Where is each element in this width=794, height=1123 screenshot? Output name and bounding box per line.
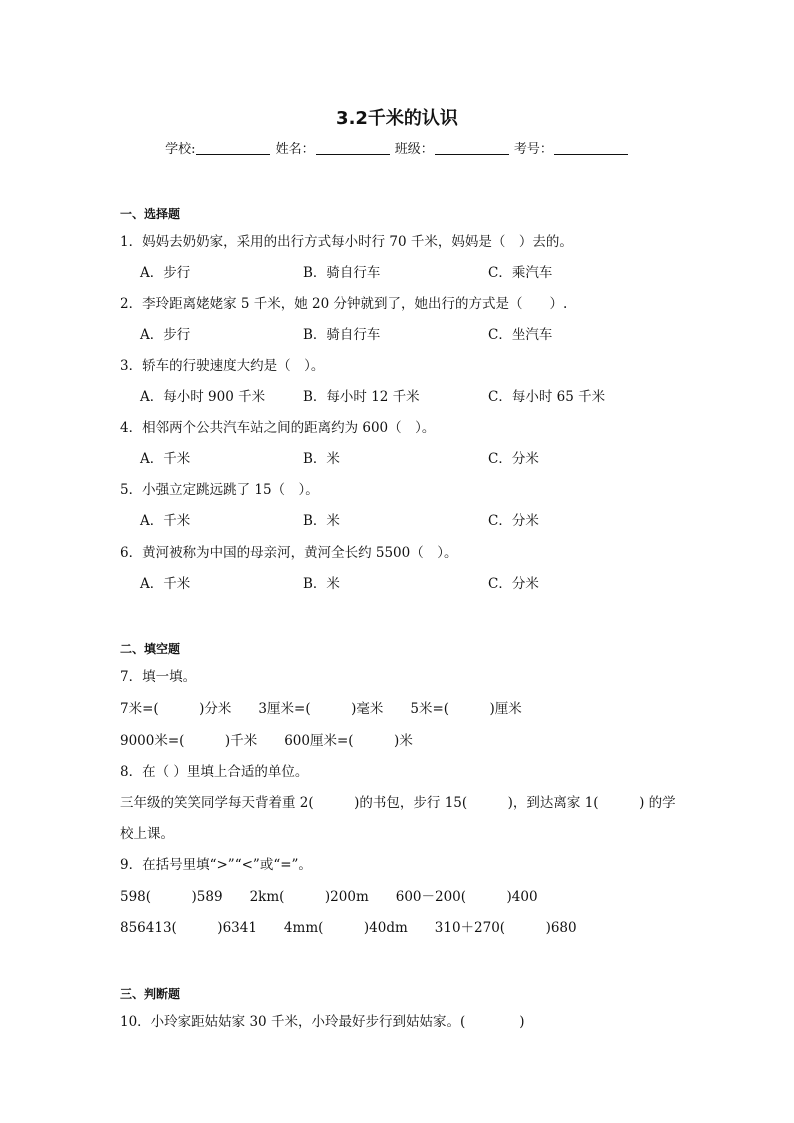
- question-6-option-b[interactable]: B．米: [303, 576, 340, 592]
- section-choice-heading: 一、选择题: [120, 207, 181, 221]
- section-judge-heading: 三、判断题: [120, 987, 181, 1001]
- question-2-stem: 2．李玲距离姥姥家 5 千米，她 20 分钟就到了，她出行的方式是（ ）.: [120, 296, 568, 312]
- question-6-option-c[interactable]: C．分米: [488, 576, 539, 592]
- question-1-option-b[interactable]: B．骑自行车: [303, 265, 381, 281]
- question-9-line-2: 856413( )6341 4mm( )40dm 310＋270( )680: [120, 920, 577, 936]
- name-blank[interactable]: [316, 141, 390, 155]
- name-label: 姓名：: [275, 142, 315, 157]
- question-7-stem: 7．填一填。: [120, 669, 197, 685]
- question-5-option-b[interactable]: B．米: [303, 513, 340, 529]
- school-label: 学校:: [165, 142, 196, 157]
- question-9-stem: 9．在括号里填“>”“<”或“=”。: [120, 857, 312, 873]
- class-blank[interactable]: [435, 141, 509, 155]
- school-blank[interactable]: [196, 141, 270, 155]
- question-5-stem: 5．小强立定跳远跳了 15（ ）。: [120, 482, 319, 498]
- page-title: 3.2千米的认识: [336, 108, 458, 129]
- question-4-option-b[interactable]: B．米: [303, 451, 340, 467]
- question-4-stem: 4．相邻两个公共汽车站之间的距离约为 600（ ）。: [120, 420, 436, 436]
- question-3-stem: 3．轿车的行驶速度大约是（ ）。: [120, 358, 325, 374]
- question-4-option-c[interactable]: C．分米: [488, 451, 539, 467]
- student-info-row: [0, 138, 794, 157]
- class-label: 班级：: [394, 142, 434, 157]
- number-blank[interactable]: [554, 141, 628, 155]
- question-6-stem: 6．黄河被称为中国的母亲河，黄河全长约 5500（ ）。: [120, 545, 458, 561]
- question-7-line-2: 9000米=( )千米 600厘米=( )米: [120, 733, 413, 749]
- question-8-line-1: 三年级的笑笑同学每天背着重 2( )的书包，步行 15( )，到达离家 1( ) 的学: [120, 795, 676, 811]
- number-label: 考号：: [513, 142, 553, 157]
- question-1-option-c[interactable]: C．乘汽车: [488, 265, 553, 281]
- question-2-option-b[interactable]: B．骑自行车: [303, 327, 381, 343]
- question-1-stem: 1．妈妈去奶奶家，采用的出行方式每小时行 70 千米，妈妈是（ ）去的。: [120, 234, 573, 250]
- question-5-option-a[interactable]: A．千米: [140, 513, 191, 529]
- question-10-stem: 10．小玲家距姑姑家 30 千米，小玲最好步行到姑姑家。( ): [120, 1014, 525, 1030]
- question-1-option-a[interactable]: A．步行: [140, 265, 191, 281]
- question-2-option-c[interactable]: C．坐汽车: [488, 327, 553, 343]
- question-7-line-1: 7米=( )分米 3厘米=( )毫米 5米=( )厘米: [120, 701, 522, 717]
- question-4-option-a[interactable]: A．千米: [140, 451, 191, 467]
- question-5-option-c[interactable]: C．分米: [488, 513, 539, 529]
- question-3-option-b[interactable]: B．每小时 12 千米: [303, 389, 420, 405]
- question-6-option-a[interactable]: A．千米: [140, 576, 191, 592]
- question-8-line-2: 校上课。: [120, 826, 174, 842]
- question-2-option-a[interactable]: A．步行: [140, 327, 191, 343]
- question-8-stem: 8．在（ ）里填上合适的单位。: [120, 764, 309, 780]
- section-fill-heading: 二、填空题: [120, 642, 181, 656]
- question-3-option-c[interactable]: C．每小时 65 千米: [488, 389, 606, 405]
- question-9-line-1: 598( )589 2km( )200m 600－200( )400: [120, 889, 538, 905]
- question-3-option-a[interactable]: A．每小时 900 千米: [140, 389, 266, 405]
